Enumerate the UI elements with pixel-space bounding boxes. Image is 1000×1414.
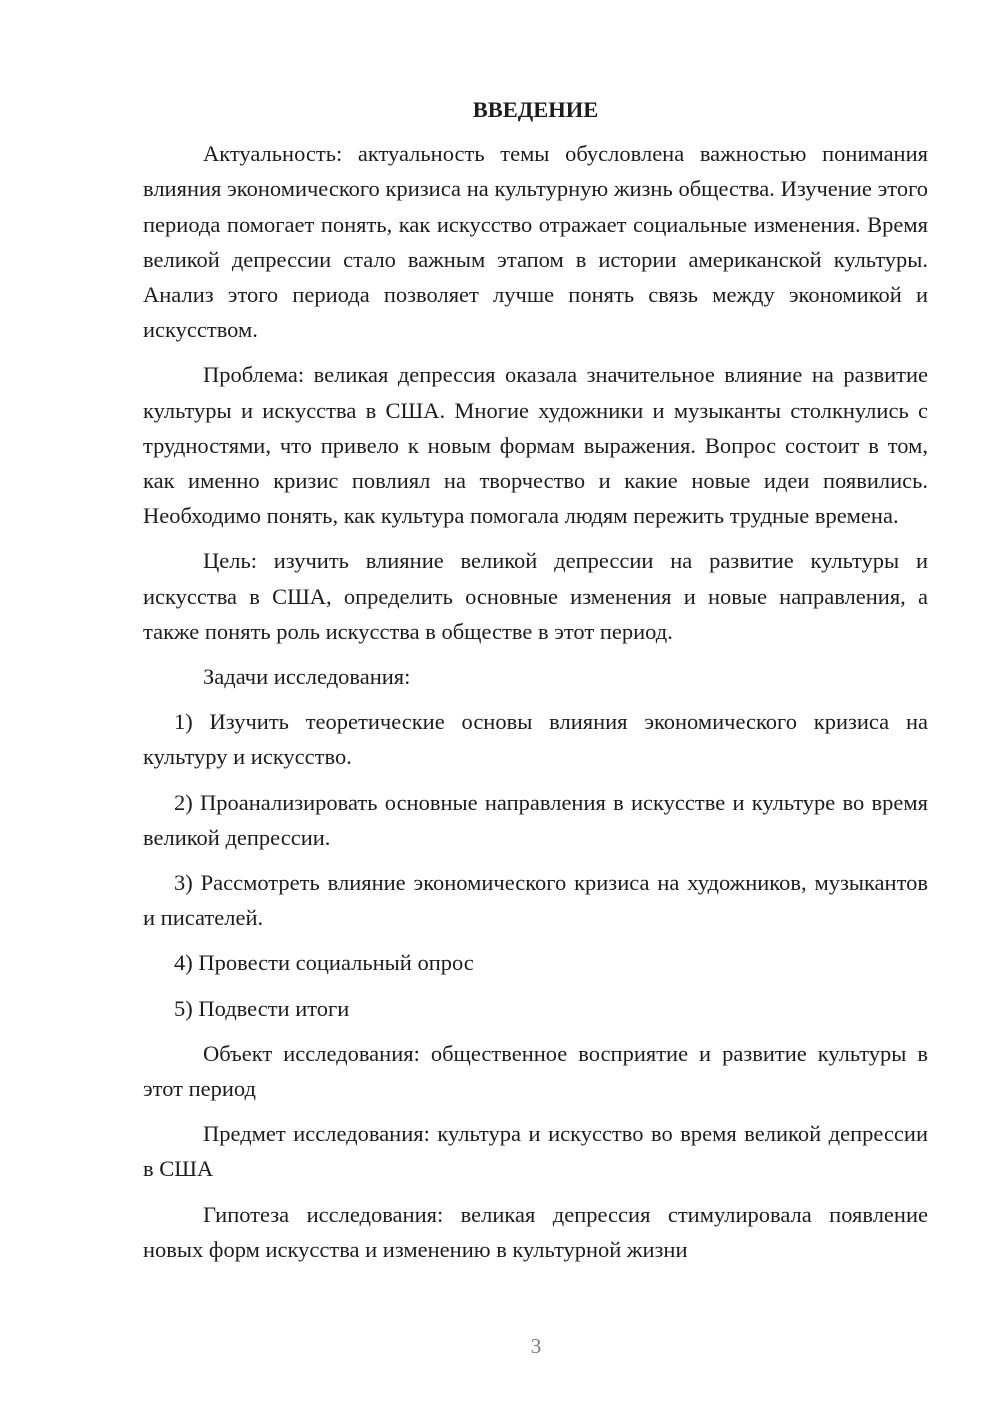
task-item-3: 3) Рассмотреть влияние экономического кризиса на художников, музыкантов и писателей. [143,870,928,931]
task-item-2: 2) Проанализировать основные направления в искусстве и культуре во время великой депрессии. [143,789,928,850]
tasks-heading: Задачи исследования: [203,664,411,690]
subject-paragraph: Предмет исследования: культура и искусство во время великой депрессии в США [143,1121,928,1182]
object-paragraph: Объект исследования: общественное восприятие и развитие культуры в этот период [143,1040,928,1102]
problem-paragraph: Проблема: великая депрессия оказала значительное влияние на развитие культуры и искусства в США. Многие художники и музыканты столкнулись с трудностями, что привело к новым формам выражения. Вопрос состоит в том, как именно кризис повлиял на творчество и какие новые идеи появились. Необходимо понять, как культура помогала людям пережить трудные времена. [143,362,928,529]
hypothesis-paragraph: Гипотеза исследования: великая депрессия стимулировала появление новых форм искусства и изменению в культурной жизни [143,1201,928,1262]
page-content [143,92,928,1277]
task-item-1: 1) Изучить теоретические основы влияния экономического кризиса на культуру и искусство. [143,709,928,770]
task-item-4: 4) Провести социальный опрос [174,950,474,976]
section-heading: ВВЕДЕНИЕ [472,97,599,122]
goal-paragraph: Цель: изучить влияние великой депрессии на развитие культуры и искусства в США, определить основные изменения и новые направления, а также понять роль искусства в обществе в этот период. [143,548,928,644]
relevance-paragraph: Актуальность: актуальность темы обусловлена важностью понимания влияния экономического кризиса на культурную жизнь общества. Изучение этого периода помогает понять, как искусство отражает социальные изменения. Время великой депрессии стало важным этапом в истории американской культуры. Анализ этого периода позволяет лучше понять связь между экономикой и искусством. [143,141,928,343]
page-number: 3 [530,1334,542,1358]
task-item-5: 5) Подвести итоги [174,995,350,1021]
